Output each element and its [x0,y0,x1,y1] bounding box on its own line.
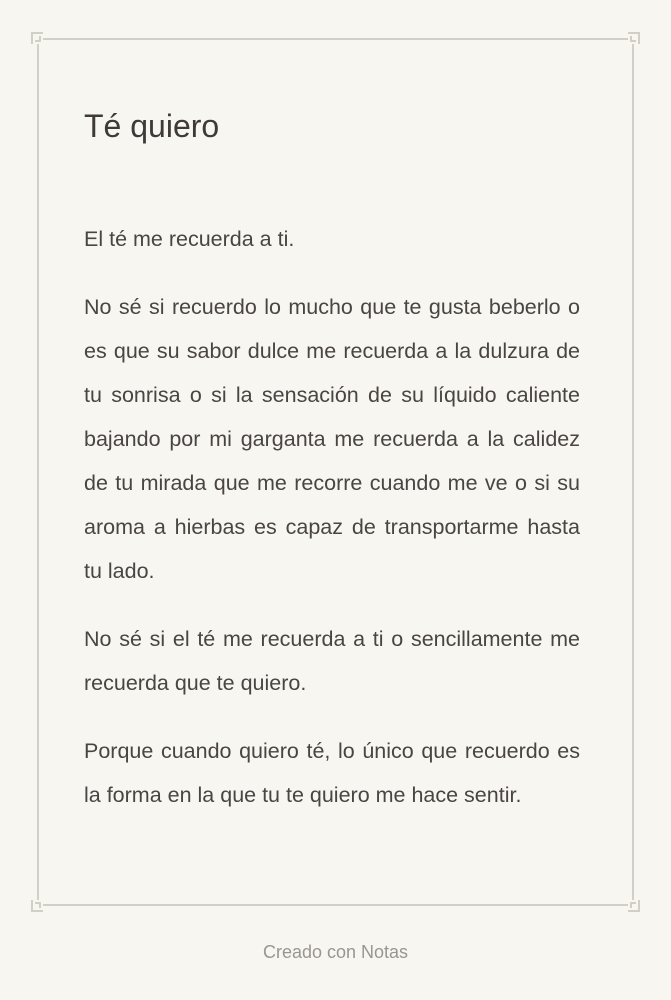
note-body [84,217,580,841]
note-paragraph: Porque cuando quiero té, lo único que recuerdo es la forma en la que tu te quiero me hace sentir. [84,739,580,807]
corner-ornament [31,900,43,912]
corner-ornament [31,32,43,44]
note-paragraph: No sé si recuerdo lo mucho que te gusta beberlo o es que su sabor dulce me recuerda a la dulzura de tu sonrisa o si la sensación de su líquido caliente bajando por mi garganta me recuerda a la calidez de tu mirada que me recorre cuando me ve o si su aroma a hierbas es capaz de transportarme hasta tu lado. [84,295,580,583]
corner-ornament [628,900,640,912]
footer-credit: Creado con Notas [262,942,409,962]
note-title: Té quiero [84,108,220,144]
corner-ornament [628,32,640,44]
note-paragraph: El té me recuerda a ti. [84,227,295,251]
note-paragraph: No sé si el té me recuerda a ti o sencillamente me recuerda que te quiero. [84,627,580,695]
